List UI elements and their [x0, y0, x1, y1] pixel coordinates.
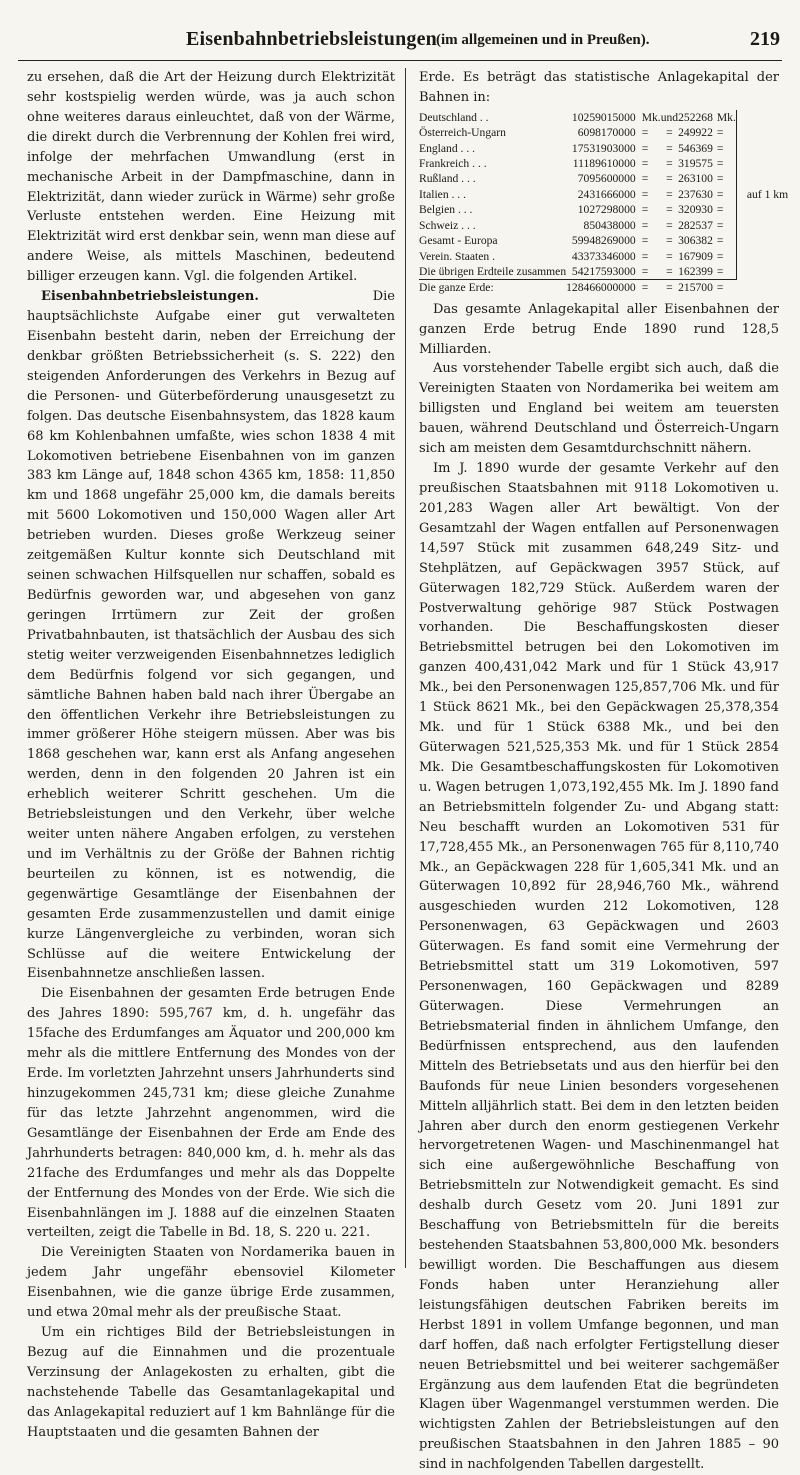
separator-cell: = — [666, 218, 673, 232]
paragraph: Erde. Es beträgt das statistische Anlagekapital der Bahnen in: — [419, 70, 779, 105]
table-row — [419, 171, 788, 186]
table-row — [419, 141, 788, 156]
country-cell: England . . . — [419, 141, 476, 155]
per-km-cell: 252268 — [678, 110, 713, 124]
brace-cell — [736, 171, 737, 186]
separator-cell: und — [660, 110, 679, 124]
separator-cell: = — [666, 249, 673, 263]
left-column — [27, 68, 395, 1440]
country-cell: Verein. Staaten . — [419, 249, 495, 263]
separator-cell: = — [666, 141, 673, 155]
unit-cell: = — [641, 249, 649, 263]
brace-cell — [736, 233, 737, 248]
per-km-cell: 237630 — [678, 187, 713, 201]
paragraph: Die Eisenbahnen der gesamten Erde betrugen Ende des Jahres 1890: 595,767 km, d. h. ungefähr das 15fache des Erdumfanges am Äquator und 200,000 km mehr als die mittlere Entfernung des Mondes von der Erde. Im vorletzten Jahrzehnt unsers Jahrhunderts sind hinzugekommen 245,731 km; diese gleiche Zunahme für das letzte Jahrzehnt angenommen, wird die Gesamtlänge der Eisenbahnen der Erde am Ende des Jahrhunderts betragen: 840,000 km, d. h. mehr als das 21fache des Erdumfanges und mehr als das Doppelte der Entfernung des Mondes von der Erde. Wie sich die Eisenbahnlängen im J. 1888 auf die einzelnen Staaten verteilten, zeigt die Tabelle in Bd. 18, S. 220 u. 221. — [27, 986, 395, 1241]
per-km-cell: 249922 — [678, 126, 713, 140]
running-subtitle: (im allgemeinen und in Preußen). — [436, 32, 650, 48]
unit-cell: = — [716, 172, 724, 186]
unit-cell: = — [641, 203, 649, 217]
page-header — [18, 20, 782, 61]
per-km-cell: 319575 — [678, 157, 713, 171]
brace-cell — [736, 264, 737, 280]
table-row — [419, 110, 788, 125]
per-km-cell: 167909 — [678, 249, 713, 263]
per-km-cell: 162399 — [678, 264, 713, 278]
capital-cell: 6098170000 — [577, 126, 636, 140]
table-row — [419, 249, 788, 264]
country-cell: Die übrigen Erdteile zusammen — [419, 264, 567, 278]
unit-cell: = — [641, 187, 649, 201]
country-cell: Schweiz . . . — [419, 218, 476, 232]
unit-cell: = — [716, 264, 724, 278]
country-cell: Frankreich . . . — [419, 157, 487, 171]
per-km-cell: 215700 — [678, 281, 713, 295]
per-km-cell: 306382 — [678, 234, 713, 248]
paragraph: Im J. 1890 wurde der gesamte Verkehr auf den preußischen Staatsbahnen mit 9118 Lokomotiven u. 201,283 Wagen aller Art bewältigt. Von der Gesamtzahl der Wagen entfallen auf Personenwagen 14,597 Stück mit zusammen 648,249 Sitz- und Stehplätzen, auf Gepäckwagen 3957 Stück, auf Güterwagen 182,729 Stück. Außerdem waren der Postverwaltung gehörige 987 Stück Postwagen vorhanden. Die Beschaffungskosten dieser Betriebsmittel betrugen bei den Lokomotiven im ganzen 400,431,042 Mark und für 1 Stück 43,917 Mk., bei den Personenwagen 125,857,706 Mk. und für 1 Stück 8621 Mk., bei den Gepäckwagen 25,378,354 Mk. und für 1 Stück 6388 Mk., und bei den Güterwagen 521,525,353 Mk. und für 1 Stück 2854 Mk. Die Gesamtbeschaffungskosten für Lokomotiven u. Wagen betrugen 1,073,192,455 Mk. Im J. 1890 fand an Betriebsmitteln folgender Zu- und Abgang statt: Neu beschafft wurden an Lokomotiven 531 für 17,728,455 Mk., an Personenwagen 765 für 8,110,740 Mk., an Gepäckwagen 228 für 1,605,341 Mk. und an Güterwagen 10,892 für 28,946,760 Mk., während ausgeschieden wurden 212 Lokomotiven, 128 Personenwagen, 63 Gepäckwagen und 2603 Güterwagen. Es fand somit eine Vermehrung der Betriebsmittel statt um 319 Lokomotiven, 597 Personenwagen, 160 Gepäckwagen und 8289 Güterwagen. Diese Vermehrungen an Betriebsmaterial finden in ähnlichem Umfange, den Bedürfnissen entsprechend, aus den laufenden Mitteln des Betriebsetats und aus den hierfür bei den Baufonds für neue Linien besonders vorgesehenen Mitteln alljährlich statt. Bei dem in den letzten beiden Jahren aber durch den enorm gestiegenen Verkehr hervorgetretenen Wagen- und Maschinenmangel hat sich eine außergewöhnliche Beschaffung von Betriebsmitteln zur Notwendigkeit gemacht. Es sind deshalb durch Gesetz vom 20. Juni 1891 zur Beschaffung von Betriebsmitteln für die bereits bestehenden Staatsbahnen 53,800,000 Mk. besonders bewilligt worden. Die Beschaffungen aus diesem Fonds haben unter Heranziehung aller leistungsfähigen deutschen Fabriken bereits im Herbst 1891 in vollem Umfange begonnen, und man darf hoffen, daß nach erfolgter Fertigstellung dieser neuen Betriebsmittel und bei weiterer sachgemäßer Ergänzung aus dem laufenden Etat die begründeten Klagen über Wagenmangel verstummen werden. Die wichtigsten Zahlen der Betriebsleistungen auf den preußischen Staatsbahnen in den Jahren 1885 – 90 sind in nachfolgenden Tabellen dargestellt. — [419, 461, 779, 1473]
table-row — [419, 218, 788, 233]
country-cell: Italien . . . — [419, 187, 467, 201]
article-paragraph — [27, 287, 395, 984]
per-km-cell: 263100 — [678, 172, 713, 186]
table-row — [419, 125, 788, 140]
running-title: Eisenbahnbetriebsleistungen — [186, 28, 438, 50]
unit-cell: = — [641, 172, 649, 186]
separator-cell: = — [666, 234, 673, 248]
unit-cell: = — [713, 280, 736, 296]
separator-cell: = — [666, 157, 673, 171]
unit-cell: = — [716, 203, 724, 217]
country-cell: Belgien . . . — [419, 203, 473, 217]
brace-cell — [736, 125, 737, 140]
capital-cell: 54217593000 — [571, 264, 636, 278]
capital-cell: 17531903000 — [571, 141, 636, 155]
paragraph: zu ersehen, daß die Art der Heizung durch Elektrizität sehr kostspielig werden würde, was ja auch schon ohne weiteres daraus einleuchtet, daß von der Wärme, die direkt durch die Verbrennung der Kohlen frei wird, infolge der mehrfachen Umwandlung (erst in mechanische Arbeit in der Dampfmaschine, dann in Elektrizität, dann wieder zurück in Wärme) sehr große Verluste entstehen werden. Eine Heizung mit Elektrizität wird erst denkbar sein, wenn man diese auf andere Weise, als mittels Maschinen, bedeutend billiger erzeugen kann. Vgl. die folgenden Artikel. — [27, 70, 395, 285]
separator-cell: = — [666, 203, 673, 217]
unit-cell: = — [716, 157, 724, 171]
unit-cell: = — [642, 280, 661, 296]
separator-cell: = — [666, 126, 673, 140]
per-km-cell: 282537 — [678, 218, 713, 232]
brace-cell — [736, 187, 737, 202]
separator-cell: = — [666, 187, 673, 201]
unit-cell: = — [716, 234, 724, 248]
brace-cell — [736, 218, 737, 233]
table-row — [419, 187, 788, 202]
paragraph: Um ein richtiges Bild der Betriebsleistungen in Bezug auf die Einnahmen und die prozentuale Verzinsung der Anlagekosten zu erhalten, gibt die nachstehende Tabelle das Gesamtanlagekapital und das Anlagekapital reduziert auf 1 km Bahnlänge für die Hauptstaaten und die gesamten Bahnen der — [27, 1325, 395, 1440]
table-row — [419, 264, 788, 280]
per-km-cell: 320930 — [678, 203, 713, 217]
separator-cell: = — [666, 172, 673, 186]
brace-cell — [736, 202, 737, 217]
unit-cell: Mk. — [716, 110, 736, 124]
country-cell: Die ganze Erde: — [419, 280, 566, 296]
unit-cell: = — [641, 218, 649, 232]
unit-cell: Mk. — [641, 110, 661, 124]
capital-cell: 10259015000 — [571, 110, 636, 124]
separator-cell: = — [666, 264, 673, 278]
brace-cell — [736, 280, 737, 296]
unit-cell: = — [641, 264, 649, 278]
capital-table — [419, 110, 788, 296]
country-cell: Deutschland . . — [419, 110, 489, 124]
per-km-note: auf 1 km — [746, 188, 789, 202]
per-km-cell: 546369 — [678, 141, 713, 155]
capital-cell: 2431666000 — [577, 187, 636, 201]
capital-cell: 128466000000 — [566, 280, 642, 296]
unit-cell: = — [641, 157, 649, 171]
unit-cell: = — [641, 234, 649, 248]
capital-cell: 850438000 — [583, 218, 636, 232]
article-text: Die hauptsächlichste Aufgabe einer gut verwalteten Eisenbahn besteht darin, neben der Erreichung der denkbar größten Betriebssicherheit (s. S. 222) den steigenden Anforderungen des Verkehrs in Bezug auf die Personen- und Güterbeförderung unausgesetzt zu folgen. Das deutsche Eisenbahnsystem, das 1828 kaum 68 km Kohlenbahnen umfaßte, wies schon 1838 4 mit Lokomotiven betriebene Eisenbahnen von im ganzen 383 km Länge auf, 1848 schon 4365 km, 1858: 11,850 km und 1868 ungefähr 25,000 km, die damals bereits mit 5600 Lokomotiven und 150,000 Wagen aller Art betrieben wurden. Dieses große Werkzeug seiner zeitgemäßen Kultur konnte sich Deutschland mit seinen schwachen Hilfsquellen nur schaffen, sobald es Bedürfnis geworden war, und abgesehen von ganz geringen Irrtümern zur Zeit der großen Privatbahnbauten, ist thatsächlich der Ausbau des sich stetig weiter verzweigenden Eisenbahnnetzes lediglich dem Bedürfnis folgend vor sich gegangen, und sämtliche Bahnen haben bald nach ihrer Übergabe an den öffentlichen Verkehr ihre Betriebsleistungen zu immer größerer Höhe steigern müssen. Aber was bis 1868 geschehen war, kann erst als Anfang angesehen werden, denn in den folgenden 20 Jahren ist ein erheblich weiterer Schritt geschehen. Um die Betriebsleistungen und den Verkehr, über welche weiter unten nähere Angaben erfolgen, zu verstehen und im Verhältnis zu der Größe der Bahnen richtig beurteilen zu können, ist es notwendig, die gegenwärtige Gesamtlänge der Eisenbahnen der gesamten Erde zusammenzustellen und damit einige kurze Längenvergleiche zu verbinden, woran sich Schlüsse auf die weitere Entwickelung der Eisenbahnnetze anschließen lassen. — [27, 289, 395, 982]
unit-cell: = — [641, 141, 649, 155]
country-cell: Gesamt - Europa — [419, 234, 498, 248]
table-row — [419, 156, 788, 171]
capital-cell: 59948269000 — [571, 234, 636, 248]
page-number: 219 — [750, 28, 780, 50]
capital-cell: 43373346000 — [571, 249, 636, 263]
unit-cell: = — [716, 141, 724, 155]
unit-cell: = — [716, 218, 724, 232]
unit-cell: = — [641, 126, 649, 140]
capital-cell: 7095600000 — [577, 172, 636, 186]
unit-cell: = — [716, 187, 724, 201]
country-cell: Rußland . . . — [419, 172, 476, 186]
paragraph: Die Vereinigten Staaten von Nordamerika bauen in jedem Jahr ungefähr ebensoviel Kilometer Eisenbahnen, wie die ganze übrige Erde zusammen, und etwa 20mal mehr als der preußische Staat. — [27, 1245, 395, 1321]
table-row — [419, 233, 788, 248]
capital-cell: 1027298000 — [577, 203, 636, 217]
brace-cell — [736, 249, 737, 264]
unit-cell: = — [716, 126, 724, 140]
brace-cell — [736, 156, 737, 171]
column-divider — [405, 68, 406, 1268]
brace-cell — [736, 141, 737, 156]
table-total-row — [419, 280, 788, 296]
country-cell: Österreich-Ungarn — [419, 126, 506, 140]
paragraph: Das gesamte Anlagekapital aller Eisenbahnen der ganzen Erde betrug Ende 1890 rund 128,5 Milliarden. — [419, 301, 779, 357]
paragraph: Aus vorstehender Tabelle ergibt sich auch, daß die Vereinigten Staaten von Nordamerika bei weitem am billigsten und England bei weitem am teuersten bauen, während Deutschland und Österreich-Ungarn sich am meisten dem Gesamtdurchschnitt nähern. — [419, 361, 779, 457]
separator-cell: = — [661, 280, 678, 296]
table-row — [419, 202, 788, 217]
article-heading: Eisenbahnbetriebsleistungen. — [41, 289, 259, 305]
capital-cell: 11189610000 — [572, 157, 636, 171]
right-column — [419, 68, 789, 1473]
unit-cell: = — [716, 249, 724, 263]
